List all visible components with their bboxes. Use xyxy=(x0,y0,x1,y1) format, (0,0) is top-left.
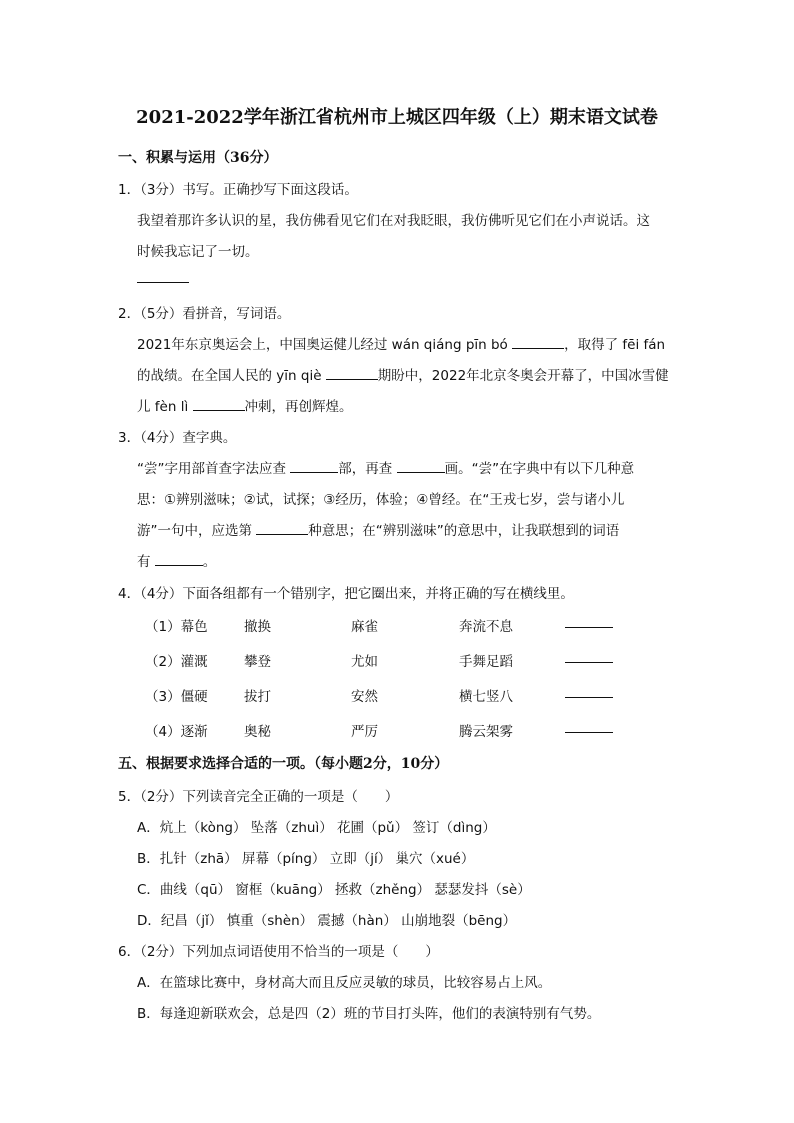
question-2-text: 儿 fèn lì xyxy=(137,399,193,415)
answer-blank[interactable] xyxy=(565,720,613,733)
question-3-line xyxy=(137,457,634,477)
word-cell: 手舞足蹈 xyxy=(459,654,513,670)
word-cell: 严厉 xyxy=(351,724,378,740)
answer-blank[interactable] xyxy=(326,367,378,380)
answer-blank[interactable] xyxy=(256,522,308,535)
choice-option-a[interactable]: A．在篮球比赛中，身材高大而且反应灵敏的球员，比较容易占上风。 xyxy=(137,975,552,991)
word-cell: 腾云架雾 xyxy=(459,724,513,740)
answer-blank[interactable] xyxy=(565,685,613,698)
word-cell: 撤换 xyxy=(244,619,271,635)
question-3-text: “尝”字用部首查字法应查 xyxy=(137,461,291,477)
word-cell: 麻雀 xyxy=(351,619,378,635)
question-2-text: 期盼中，2022年北京冬奥会开幕了，中国冰雪健 xyxy=(377,368,669,384)
word-cell: 尤如 xyxy=(351,654,378,670)
word-cell: （4）逐渐 xyxy=(145,724,208,740)
question-3-text: 有 xyxy=(137,554,155,570)
choice-option-b[interactable]: B．每逢迎新联欢会，总是四（2）班的节目打头阵，他们的表演特别有气势。 xyxy=(137,1006,601,1022)
answer-blank[interactable] xyxy=(137,270,189,287)
section-heading-5: 五、根据要求选择合适的一项。（每小题2分，10分） xyxy=(118,756,449,772)
question-2-text: 冲刺，再创辉煌。 xyxy=(244,399,353,415)
word-cell: （3）僵硬 xyxy=(145,689,208,705)
question-1-stem: 1．（3分）书写。正确抄写下面这段话。 xyxy=(118,182,358,198)
question-2-text: ，取得了 fēi fán xyxy=(564,337,666,353)
word-cell: 横七竖八 xyxy=(459,689,513,705)
question-3-text: 。 xyxy=(202,554,217,570)
question-3-line xyxy=(137,550,216,570)
word-row xyxy=(145,720,625,740)
question-3-stem: 3．（4分）查字典。 xyxy=(118,430,237,446)
word-row xyxy=(145,650,625,670)
question-4-stem: 4．（4分）下面各组都有一个错别字，把它圈出来，并将正确的写在横线里。 xyxy=(118,586,574,602)
question-3-text: 游”一句中，应选第 xyxy=(137,523,257,539)
page-title: 2021-2022学年浙江省杭州市上城区四年级（上）期末语文试卷 xyxy=(136,107,658,128)
question-3-text: 部，再查 xyxy=(338,461,397,477)
question-6-stem: 6．（2分）下列加点词语使用不恰当的一项是（ ） xyxy=(118,944,439,960)
word-cell: 奥秘 xyxy=(244,724,271,740)
answer-blank[interactable] xyxy=(290,460,338,473)
word-cell: 攀登 xyxy=(244,654,271,670)
question-3-line: 思：①辨别滋味；②试，试探；③经历，体验；④曾经。在“王戎七岁，尝与诸小儿 xyxy=(137,492,625,508)
question-3-text: 画。“尝”在字典中有以下几种意 xyxy=(444,461,635,477)
question-2-stem: 2．（5分）看拼音，写词语。 xyxy=(118,306,291,322)
question-1-text-line: 我望着那许多认识的星，我仿佛看见它们在对我眨眼，我仿佛听见它们在小声说话。这 xyxy=(137,213,650,229)
answer-blank[interactable] xyxy=(193,398,245,411)
answer-blank[interactable] xyxy=(397,460,445,473)
word-cell: （1）幕色 xyxy=(145,619,208,635)
question-2-text: 的战绩。在全国人民的 yīn qiè xyxy=(137,368,326,384)
choice-option-b[interactable]: B．扎针（zhā） 屏幕（píng） 立即（jí） 巢穴（xué） xyxy=(137,851,475,867)
choice-option-c[interactable]: C．曲线（qū） 窗框（kuāng） 拯救（zhěng） 瑟瑟发抖（sè） xyxy=(137,882,531,898)
word-cell: 拔打 xyxy=(244,689,271,705)
word-row xyxy=(145,685,625,705)
section-heading-1: 一、积累与运用（36分） xyxy=(118,150,278,166)
question-5-stem: 5．（2分）下列读音完全正确的一项是（ ） xyxy=(118,789,399,805)
answer-blank[interactable] xyxy=(565,615,613,628)
question-2-line xyxy=(137,333,665,353)
answer-blank[interactable] xyxy=(155,553,203,566)
word-cell: 奔流不息 xyxy=(459,619,513,635)
word-cell: （2）灌溉 xyxy=(145,654,208,670)
answer-blank[interactable] xyxy=(512,336,564,349)
question-3-line xyxy=(137,519,619,539)
question-1-text-line: 时候我忘记了一切。 xyxy=(137,244,259,260)
choice-option-d[interactable]: D．纪昌（jǐ） 慎重（shèn） 震撼（hàn） 山崩地裂（bēng） xyxy=(137,913,517,929)
word-row xyxy=(145,615,625,635)
choice-option-a[interactable]: A．炕上（kòng） 坠落（zhuì） 花圃（pǔ） 签订（dìng） xyxy=(137,820,496,836)
question-2-line xyxy=(137,395,353,415)
word-cell: 安然 xyxy=(351,689,378,705)
question-3-text: 种意思；在“辨别滋味”的意思中，让我联想到的词语 xyxy=(308,523,620,539)
question-2-line xyxy=(137,364,669,384)
answer-blank[interactable] xyxy=(565,650,613,663)
question-2-text: 2021年东京奥运会上，中国奥运健儿经过 wán qiáng pīn bó xyxy=(137,337,513,353)
